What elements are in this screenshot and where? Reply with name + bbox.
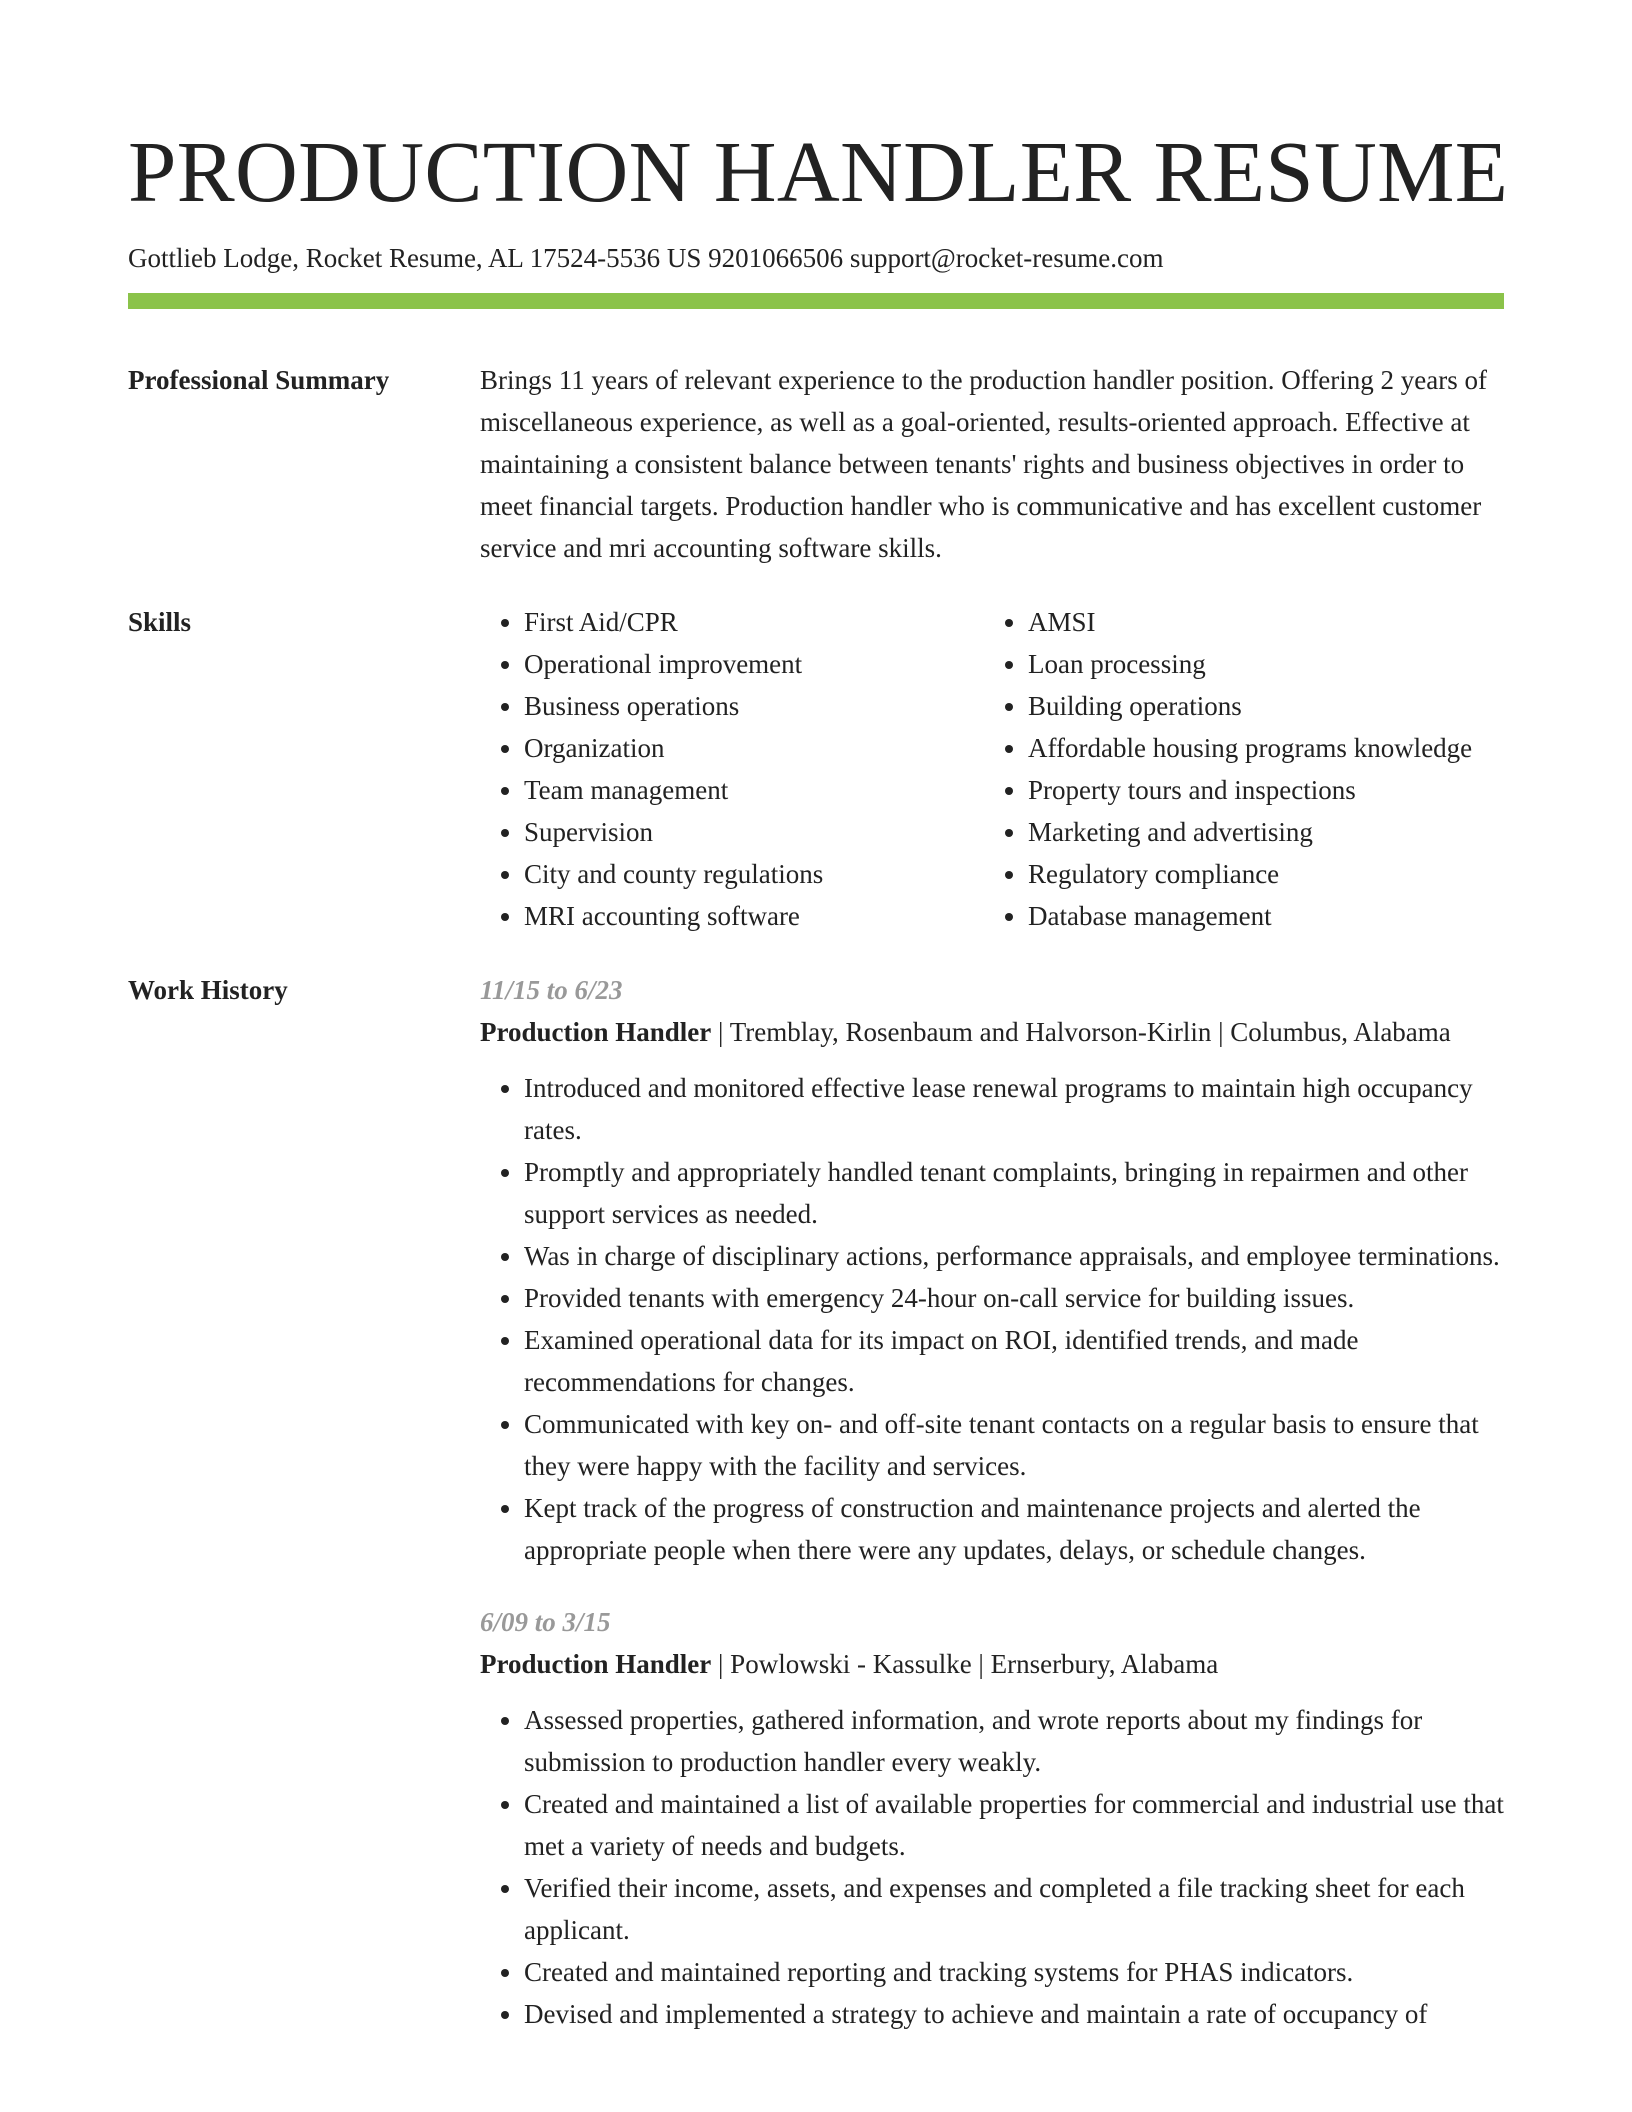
job-bullet: • Created and maintained reporting and tracking systems for PHAS indicators. <box>524 1951 1504 1993</box>
skill-item: • Supervision <box>524 811 984 853</box>
job-bullet: • Examined operational data for its impact on ROI, identified trends, and made recommendations for changes. <box>524 1319 1504 1403</box>
job-bullet: • Introduced and monitored effective lease renewal programs to maintain high occupancy rates. <box>524 1067 1504 1151</box>
job-bullet: • Created and maintained a list of available properties for commercial and industrial use that met a variety of needs and budgets. <box>524 1783 1504 1867</box>
job-employer-location: | Tremblay, Rosenbaum and Halvorson-Kirlin | Columbus, Alabama <box>711 1017 1451 1047</box>
job-heading <box>480 1643 1504 1685</box>
skill-item: • Property tours and inspections <box>1028 769 1504 811</box>
skill-item: • Building operations <box>1028 685 1504 727</box>
skill-item: • Loan processing <box>1028 643 1504 685</box>
job-bullet: • Kept track of the progress of construction and maintenance projects and alerted the appropriate people when there were any updates, delays, or schedule changes. <box>524 1487 1504 1571</box>
job-bullet: • Verified their income, assets, and expenses and completed a file tracking sheet for each applicant. <box>524 1867 1504 1951</box>
skills-column-1 <box>480 601 984 937</box>
job-bullet: • Devised and implemented a strategy to achieve and maintain a rate of occupancy of <box>524 1993 1504 2035</box>
job-bullets <box>480 1067 1504 1571</box>
resume-page <box>128 0 1509 2035</box>
skill-item: • Operational improvement <box>524 643 984 685</box>
skill-item: • Marketing and advertising <box>1028 811 1504 853</box>
skills-section <box>128 601 1504 937</box>
summary-text: Brings 11 years of relevant experience to the production handler position. Offering 2 years of miscellaneous experience, as well as a goal-oriented, results-oriented approach. Effective at maintaining a consistent balance between tenants' rights and business objectives in order to meet financial targets. Production handler who is communicative and has excellent customer service and mri accounting software skills. <box>480 365 1487 563</box>
skill-item: • Database management <box>1028 895 1504 937</box>
job-entry <box>480 969 1504 1571</box>
section-label-skills: Skills <box>128 607 192 637</box>
job-dates: 11/15 to 6/23 <box>480 975 623 1005</box>
job-title: Production Handler <box>480 1649 712 1679</box>
skill-item: • MRI accounting software <box>524 895 984 937</box>
skills-column-2 <box>984 601 1504 937</box>
skill-item: • Business operations <box>524 685 984 727</box>
skill-item: • Regulatory compliance <box>1028 853 1504 895</box>
job-bullet: • Was in charge of disciplinary actions, performance appraisals, and employee terminations. <box>524 1235 1504 1277</box>
section-label-summary: Professional Summary <box>128 365 390 395</box>
job-bullet: • Provided tenants with emergency 24-hour on-call service for building issues. <box>524 1277 1504 1319</box>
skill-item: • Organization <box>524 727 984 769</box>
job-heading <box>480 1011 1504 1053</box>
summary-body <box>480 359 1504 569</box>
job-entry <box>480 1601 1504 2035</box>
skill-item: • First Aid/CPR <box>524 601 984 643</box>
work-history-body <box>480 969 1504 2035</box>
job-bullet: • Communicated with key on- and off-site tenant contacts on a regular basis to ensure that they were happy with the facility and services. <box>524 1403 1504 1487</box>
section-label-work-history: Work History <box>128 975 288 1005</box>
job-title: Production Handler <box>480 1017 712 1047</box>
skill-item: • City and county regulations <box>524 853 984 895</box>
job-employer-location: | Powlowski - Kassulke | Ernserbury, Alabama <box>711 1649 1219 1679</box>
contact-line: Gottlieb Lodge, Rocket Resume, AL 17524-5536 US 9201066506 support@rocket-resume.com <box>128 243 1164 273</box>
summary-section <box>128 359 1504 569</box>
skills-columns <box>480 601 1504 937</box>
accent-divider <box>128 293 1504 309</box>
skill-item: • AMSI <box>1028 601 1504 643</box>
job-bullet: • Promptly and appropriately handled tenant complaints, bringing in repairmen and other support services as needed. <box>524 1151 1504 1235</box>
work-history-section <box>128 969 1504 2035</box>
skill-item: • Team management <box>524 769 984 811</box>
job-bullets <box>480 1699 1504 2035</box>
skill-item: • Affordable housing programs knowledge <box>1028 727 1504 769</box>
resume-title: PRODUCTION HANDLER RESUME <box>128 123 1509 220</box>
job-bullet: • Assessed properties, gathered information, and wrote reports about my findings for submission to production handler every weakly. <box>524 1699 1504 1783</box>
job-dates: 6/09 to 3/15 <box>480 1607 611 1637</box>
